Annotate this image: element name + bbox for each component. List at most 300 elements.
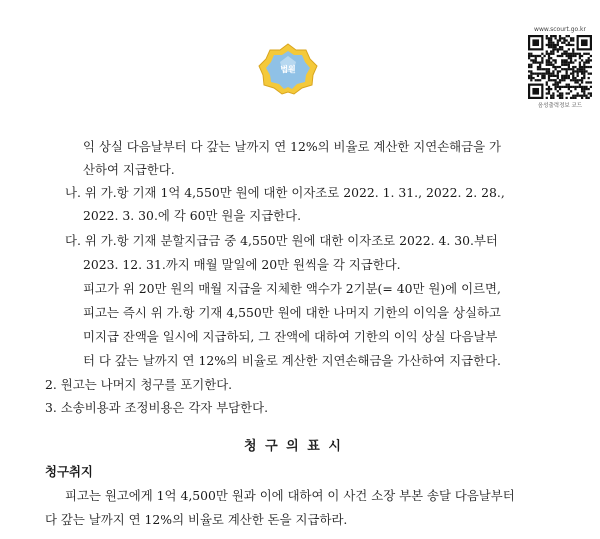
- qr-module: [537, 75, 539, 77]
- qr-module: [528, 57, 530, 59]
- qr-module: [572, 95, 574, 97]
- qr-module: [566, 61, 568, 63]
- qr-module: [550, 97, 552, 99]
- qr-module: [590, 66, 592, 68]
- qr-module: [539, 66, 541, 68]
- qr-module: [550, 37, 552, 39]
- qr-module: [563, 75, 565, 77]
- qr-module: [561, 46, 563, 48]
- qr-module: [563, 37, 565, 39]
- qr-module: [548, 42, 550, 44]
- qr-module: [548, 64, 550, 66]
- qr-module: [563, 79, 565, 81]
- qr-module: [559, 35, 561, 37]
- emblem-text: 법원: [280, 65, 296, 74]
- qr-module: [568, 64, 570, 66]
- qr-module: [566, 84, 568, 86]
- qr-module: [574, 59, 576, 61]
- qr-module: [557, 81, 559, 83]
- qr-module: [559, 86, 561, 88]
- body-line: 피고는 즉시 위 가.항 기재 4,550만 원에 대한 나머지 기한의 이익을 상실하고: [83, 305, 501, 320]
- qr-module: [541, 77, 543, 79]
- qr-module: [559, 88, 561, 90]
- qr-module: [581, 68, 583, 70]
- qr-module: [546, 97, 548, 99]
- qr-module: [588, 81, 590, 83]
- claim-line: 피고는 원고에게 1억 4,500만 원과 이에 대하여 이 사건 소장 부본 송달 다음날부터: [65, 488, 515, 503]
- claim-line: 다 갚는 날까지 연 12%의 비율로 계산한 돈을 지급하라.: [45, 512, 348, 527]
- qr-module: [572, 79, 574, 81]
- qr-module: [557, 84, 559, 86]
- qr-module: [552, 92, 554, 94]
- qr-module: [572, 37, 574, 39]
- qr-module: [552, 97, 554, 99]
- qr-module: [585, 88, 587, 90]
- qr-module: [585, 61, 587, 63]
- qr-module: [561, 42, 563, 44]
- qr-module: [574, 97, 576, 99]
- qr-module: [572, 86, 574, 88]
- qr-module: [557, 77, 559, 79]
- qr-module: [559, 37, 561, 39]
- qr-module: [568, 44, 570, 46]
- qr-module: [579, 70, 581, 72]
- qr-module: [579, 57, 581, 59]
- qr-module: [557, 39, 559, 41]
- qr-module: [548, 68, 550, 70]
- qr-module: [581, 97, 583, 99]
- qr-module: [590, 95, 592, 97]
- qr-module: [530, 55, 532, 57]
- qr-module: [530, 73, 532, 75]
- qr-module: [550, 39, 552, 41]
- qr-module: [557, 42, 559, 44]
- body-line: 3. 소송비용과 조정비용은 각자 부담한다.: [45, 400, 269, 415]
- qr-module: [530, 75, 532, 77]
- qr-module: [535, 59, 537, 61]
- qr-module: [546, 81, 548, 83]
- qr-finder: [532, 39, 539, 46]
- qr-module: [552, 42, 554, 44]
- qr-module: [541, 59, 543, 61]
- qr-module: [572, 97, 574, 99]
- qr-module: [568, 86, 570, 88]
- qr-module: [543, 73, 545, 75]
- qr-module: [559, 48, 561, 50]
- qr-module: [561, 97, 563, 99]
- qr-module: [579, 55, 581, 57]
- qr-module: [552, 84, 554, 86]
- qr-module: [570, 61, 572, 63]
- body-line: 2023. 12. 31.까지 매월 말일에 20만 원씩을 각 지급한다.: [83, 257, 401, 272]
- qr-module: [532, 55, 534, 57]
- qr-module: [554, 75, 556, 77]
- qr-module: [528, 70, 530, 72]
- qr-module: [532, 77, 534, 79]
- qr-module: [583, 64, 585, 66]
- qr-module: [588, 77, 590, 79]
- qr-module: [588, 66, 590, 68]
- qr-module: [550, 73, 552, 75]
- qr-module: [530, 59, 532, 61]
- qr-module: [588, 57, 590, 59]
- qr-module: [528, 55, 530, 57]
- qr-module: [554, 59, 556, 61]
- qr-module: [548, 70, 550, 72]
- qr-module: [570, 68, 572, 70]
- qr-module: [539, 73, 541, 75]
- qr-module: [530, 66, 532, 68]
- qr-module: [574, 86, 576, 88]
- qr-module: [566, 35, 568, 37]
- qr-module: [579, 86, 581, 88]
- qr-module: [550, 64, 552, 66]
- qr-module: [579, 66, 581, 68]
- qr-module: [568, 55, 570, 57]
- qr-code-block: [524, 26, 596, 109]
- qr-module: [550, 42, 552, 44]
- qr-module: [572, 77, 574, 79]
- qr-module: [554, 81, 556, 83]
- qr-module: [539, 55, 541, 57]
- qr-module: [552, 64, 554, 66]
- qr-module: [566, 92, 568, 94]
- qr-module: [550, 95, 552, 97]
- qr-module: [566, 68, 568, 70]
- qr-module: [583, 90, 585, 92]
- qr-module: [566, 73, 568, 75]
- qr-module: [563, 59, 565, 61]
- qr-module: [570, 97, 572, 99]
- qr-module: [532, 61, 534, 63]
- qr-module: [579, 95, 581, 97]
- qr-module: [546, 84, 548, 86]
- qr-module: [579, 53, 581, 55]
- qr-module: [548, 73, 550, 75]
- qr-module: [559, 81, 561, 83]
- qr-module: [554, 88, 556, 90]
- qr-module: [548, 88, 550, 90]
- qr-module: [566, 59, 568, 61]
- body-line: 2. 원고는 나머지 청구를 포기한다.: [45, 377, 233, 392]
- qr-module: [561, 64, 563, 66]
- qr-module: [552, 79, 554, 81]
- qr-module: [550, 50, 552, 52]
- qr-module: [554, 86, 556, 88]
- qr-module: [572, 55, 574, 57]
- qr-module: [590, 86, 592, 88]
- qr-module: [572, 61, 574, 63]
- qr-module: [554, 35, 556, 37]
- qr-module: [541, 73, 543, 75]
- qr-module: [548, 92, 550, 94]
- qr-module: [581, 66, 583, 68]
- qr-module: [574, 95, 576, 97]
- qr-module: [577, 53, 579, 55]
- qr-module: [537, 55, 539, 57]
- qr-module: [557, 44, 559, 46]
- qr-module: [561, 77, 563, 79]
- qr-module: [554, 66, 556, 68]
- qr-module: [530, 77, 532, 79]
- qr-module: [557, 75, 559, 77]
- qr-module: [548, 46, 550, 48]
- qr-module: [550, 46, 552, 48]
- qr-module: [581, 79, 583, 81]
- qr-module: [566, 86, 568, 88]
- qr-module: [537, 79, 539, 81]
- qr-module: [557, 66, 559, 68]
- qr-module: [537, 73, 539, 75]
- qr-module: [546, 92, 548, 94]
- qr-module: [583, 95, 585, 97]
- qr-module: [581, 55, 583, 57]
- qr-module: [552, 59, 554, 61]
- qr-module: [585, 59, 587, 61]
- qr-module: [528, 64, 530, 66]
- qr-module: [570, 55, 572, 57]
- qr-module: [557, 50, 559, 52]
- qr-module: [568, 35, 570, 37]
- qr-module: [559, 46, 561, 48]
- qr-module: [566, 77, 568, 79]
- qr-module: [546, 37, 548, 39]
- qr-module: [568, 77, 570, 79]
- qr-module: [550, 57, 552, 59]
- qr-module: [572, 39, 574, 41]
- qr-module: [546, 50, 548, 52]
- qr-module: [559, 39, 561, 41]
- qr-module: [583, 61, 585, 63]
- qr-module: [572, 73, 574, 75]
- qr-module: [566, 44, 568, 46]
- qr-module: [570, 90, 572, 92]
- qr-module: [548, 61, 550, 63]
- qr-module: [552, 44, 554, 46]
- qr-module: [550, 44, 552, 46]
- qr-module: [537, 61, 539, 63]
- qr-module: [581, 59, 583, 61]
- qr-module: [572, 48, 574, 50]
- qr-module: [588, 53, 590, 55]
- qr-module: [566, 75, 568, 77]
- qr-module: [561, 95, 563, 97]
- qr-module: [583, 68, 585, 70]
- body-line: 다. 위 가.항 기재 분할지급금 중 4,550만 원에 대한 이자조로 2022. 4. 30.부터: [65, 233, 498, 248]
- qr-module: [577, 95, 579, 97]
- qr-module: [550, 53, 552, 55]
- qr-module: [566, 64, 568, 66]
- qr-module: [570, 44, 572, 46]
- qr-module: [546, 68, 548, 70]
- qr-module: [561, 48, 563, 50]
- qr-module: [550, 35, 552, 37]
- qr-module: [588, 92, 590, 94]
- qr-module: [563, 50, 565, 52]
- qr-module: [572, 70, 574, 72]
- qr-module: [568, 61, 570, 63]
- qr-module: [588, 61, 590, 63]
- qr-module: [528, 75, 530, 77]
- qr-module: [563, 77, 565, 79]
- qr-module: [590, 92, 592, 94]
- qr-module: [559, 92, 561, 94]
- qr-module: [557, 95, 559, 97]
- qr-module: [561, 53, 563, 55]
- qr-module: [572, 75, 574, 77]
- qr-module: [574, 66, 576, 68]
- qr-module: [548, 59, 550, 61]
- qr-module: [570, 53, 572, 55]
- qr-module: [585, 66, 587, 68]
- qr-module: [566, 55, 568, 57]
- qr-module: [583, 92, 585, 94]
- qr-module: [572, 66, 574, 68]
- qr-module: [566, 53, 568, 55]
- qr-module: [572, 44, 574, 46]
- qr-module: [563, 68, 565, 70]
- qr-module: [590, 81, 592, 83]
- qr-module: [546, 59, 548, 61]
- qr-module: [546, 53, 548, 55]
- qr-module: [548, 55, 550, 57]
- qr-module: [532, 59, 534, 61]
- qr-module: [552, 75, 554, 77]
- qr-module: [552, 66, 554, 68]
- qr-module: [530, 53, 532, 55]
- qr-module: [550, 79, 552, 81]
- qr-module: [577, 75, 579, 77]
- qr-module: [530, 70, 532, 72]
- body-line: 터 다 갚는 날까지 연 12%의 비율로 계산한 지연손해금을 가산하여 지급한다.: [83, 353, 501, 368]
- qr-module: [554, 61, 556, 63]
- qr-module: [568, 53, 570, 55]
- qr-module: [581, 81, 583, 83]
- qr-module: [579, 79, 581, 81]
- claim-subheading: 청구취지: [45, 464, 93, 479]
- qr-module: [570, 59, 572, 61]
- qr-module: [548, 77, 550, 79]
- qr-module: [583, 70, 585, 72]
- qr-module: [568, 42, 570, 44]
- qr-module: [583, 66, 585, 68]
- qr-module: [579, 64, 581, 66]
- qr-module: [579, 84, 581, 86]
- qr-module: [566, 50, 568, 52]
- qr-module: [572, 53, 574, 55]
- qr-module: [583, 73, 585, 75]
- qr-module: [552, 73, 554, 75]
- qr-module: [554, 79, 556, 81]
- qr-module: [548, 53, 550, 55]
- qr-module: [541, 57, 543, 59]
- court-emblem-logo: [256, 42, 320, 96]
- qr-finder: [532, 88, 539, 95]
- qr-module: [581, 88, 583, 90]
- qr-module: [577, 68, 579, 70]
- qr-module: [588, 73, 590, 75]
- qr-module: [585, 97, 587, 99]
- claim-heading: 청 구 의 표 시: [244, 439, 343, 454]
- qr-module: [548, 44, 550, 46]
- qr-module: [548, 79, 550, 81]
- body-line: 나. 위 가.항 기재 1억 4,550만 원에 대한 이자조로 2022. 1. 31., 2022. 2. 28.,: [65, 185, 505, 200]
- qr-module: [561, 79, 563, 81]
- qr-module: [546, 35, 548, 37]
- qr-module: [561, 75, 563, 77]
- qr-module: [581, 86, 583, 88]
- qr-module: [561, 55, 563, 57]
- qr-module: [543, 75, 545, 77]
- qr-module: [548, 37, 550, 39]
- qr-module: [563, 86, 565, 88]
- qr-module: [530, 64, 532, 66]
- qr-module: [546, 61, 548, 63]
- qr-module: [539, 64, 541, 66]
- qr-module: [541, 61, 543, 63]
- qr-module: [552, 50, 554, 52]
- body-line: 피고가 위 20만 원의 매월 지급을 지체한 액수가 2기분(= 40만 원)에 이르면,: [83, 281, 501, 296]
- qr-module: [563, 42, 565, 44]
- qr-module: [579, 68, 581, 70]
- qr-module: [541, 53, 543, 55]
- qr-module: [561, 37, 563, 39]
- qr-module: [552, 70, 554, 72]
- qr-module: [583, 86, 585, 88]
- court-url: www.scourt.go.kr: [534, 26, 586, 33]
- qr-module: [566, 39, 568, 41]
- qr-module: [559, 97, 561, 99]
- qr-module: [585, 81, 587, 83]
- qr-module: [581, 95, 583, 97]
- qr-module: [581, 90, 583, 92]
- qr-module: [583, 53, 585, 55]
- qr-module: [561, 59, 563, 61]
- qr-module: [537, 66, 539, 68]
- qr-module: [574, 77, 576, 79]
- qr-module: [528, 77, 530, 79]
- qr-module: [550, 88, 552, 90]
- qr-module: [570, 39, 572, 41]
- qr-module: [557, 73, 559, 75]
- qr-module: [577, 70, 579, 72]
- qr-finder: [581, 39, 588, 46]
- qr-module: [566, 97, 568, 99]
- qr-module: [572, 50, 574, 52]
- qr-module: [541, 68, 543, 70]
- qr-module: [563, 39, 565, 41]
- qr-module: [581, 77, 583, 79]
- qr-module: [588, 88, 590, 90]
- body-line: 미지급 잔액을 일시에 지급하되, 그 잔액에 대하여 기한의 이익 상실 다음날부: [83, 329, 498, 344]
- qr-module: [535, 79, 537, 81]
- qr-module: [563, 53, 565, 55]
- qr-module: [550, 61, 552, 63]
- qr-module: [552, 35, 554, 37]
- qr-module: [590, 59, 592, 61]
- qr-module: [577, 79, 579, 81]
- qr-module: [561, 92, 563, 94]
- qr-module: [583, 88, 585, 90]
- qr-module: [548, 57, 550, 59]
- qr-module: [559, 79, 561, 81]
- qr-module: [577, 73, 579, 75]
- body-line: 2022. 3. 30.에 각 60만 원을 지급한다.: [83, 208, 302, 223]
- qr-module: [559, 66, 561, 68]
- qr-module: [546, 64, 548, 66]
- qr-caption: 음성출력정보 코드: [537, 103, 583, 109]
- qr-module: [535, 55, 537, 57]
